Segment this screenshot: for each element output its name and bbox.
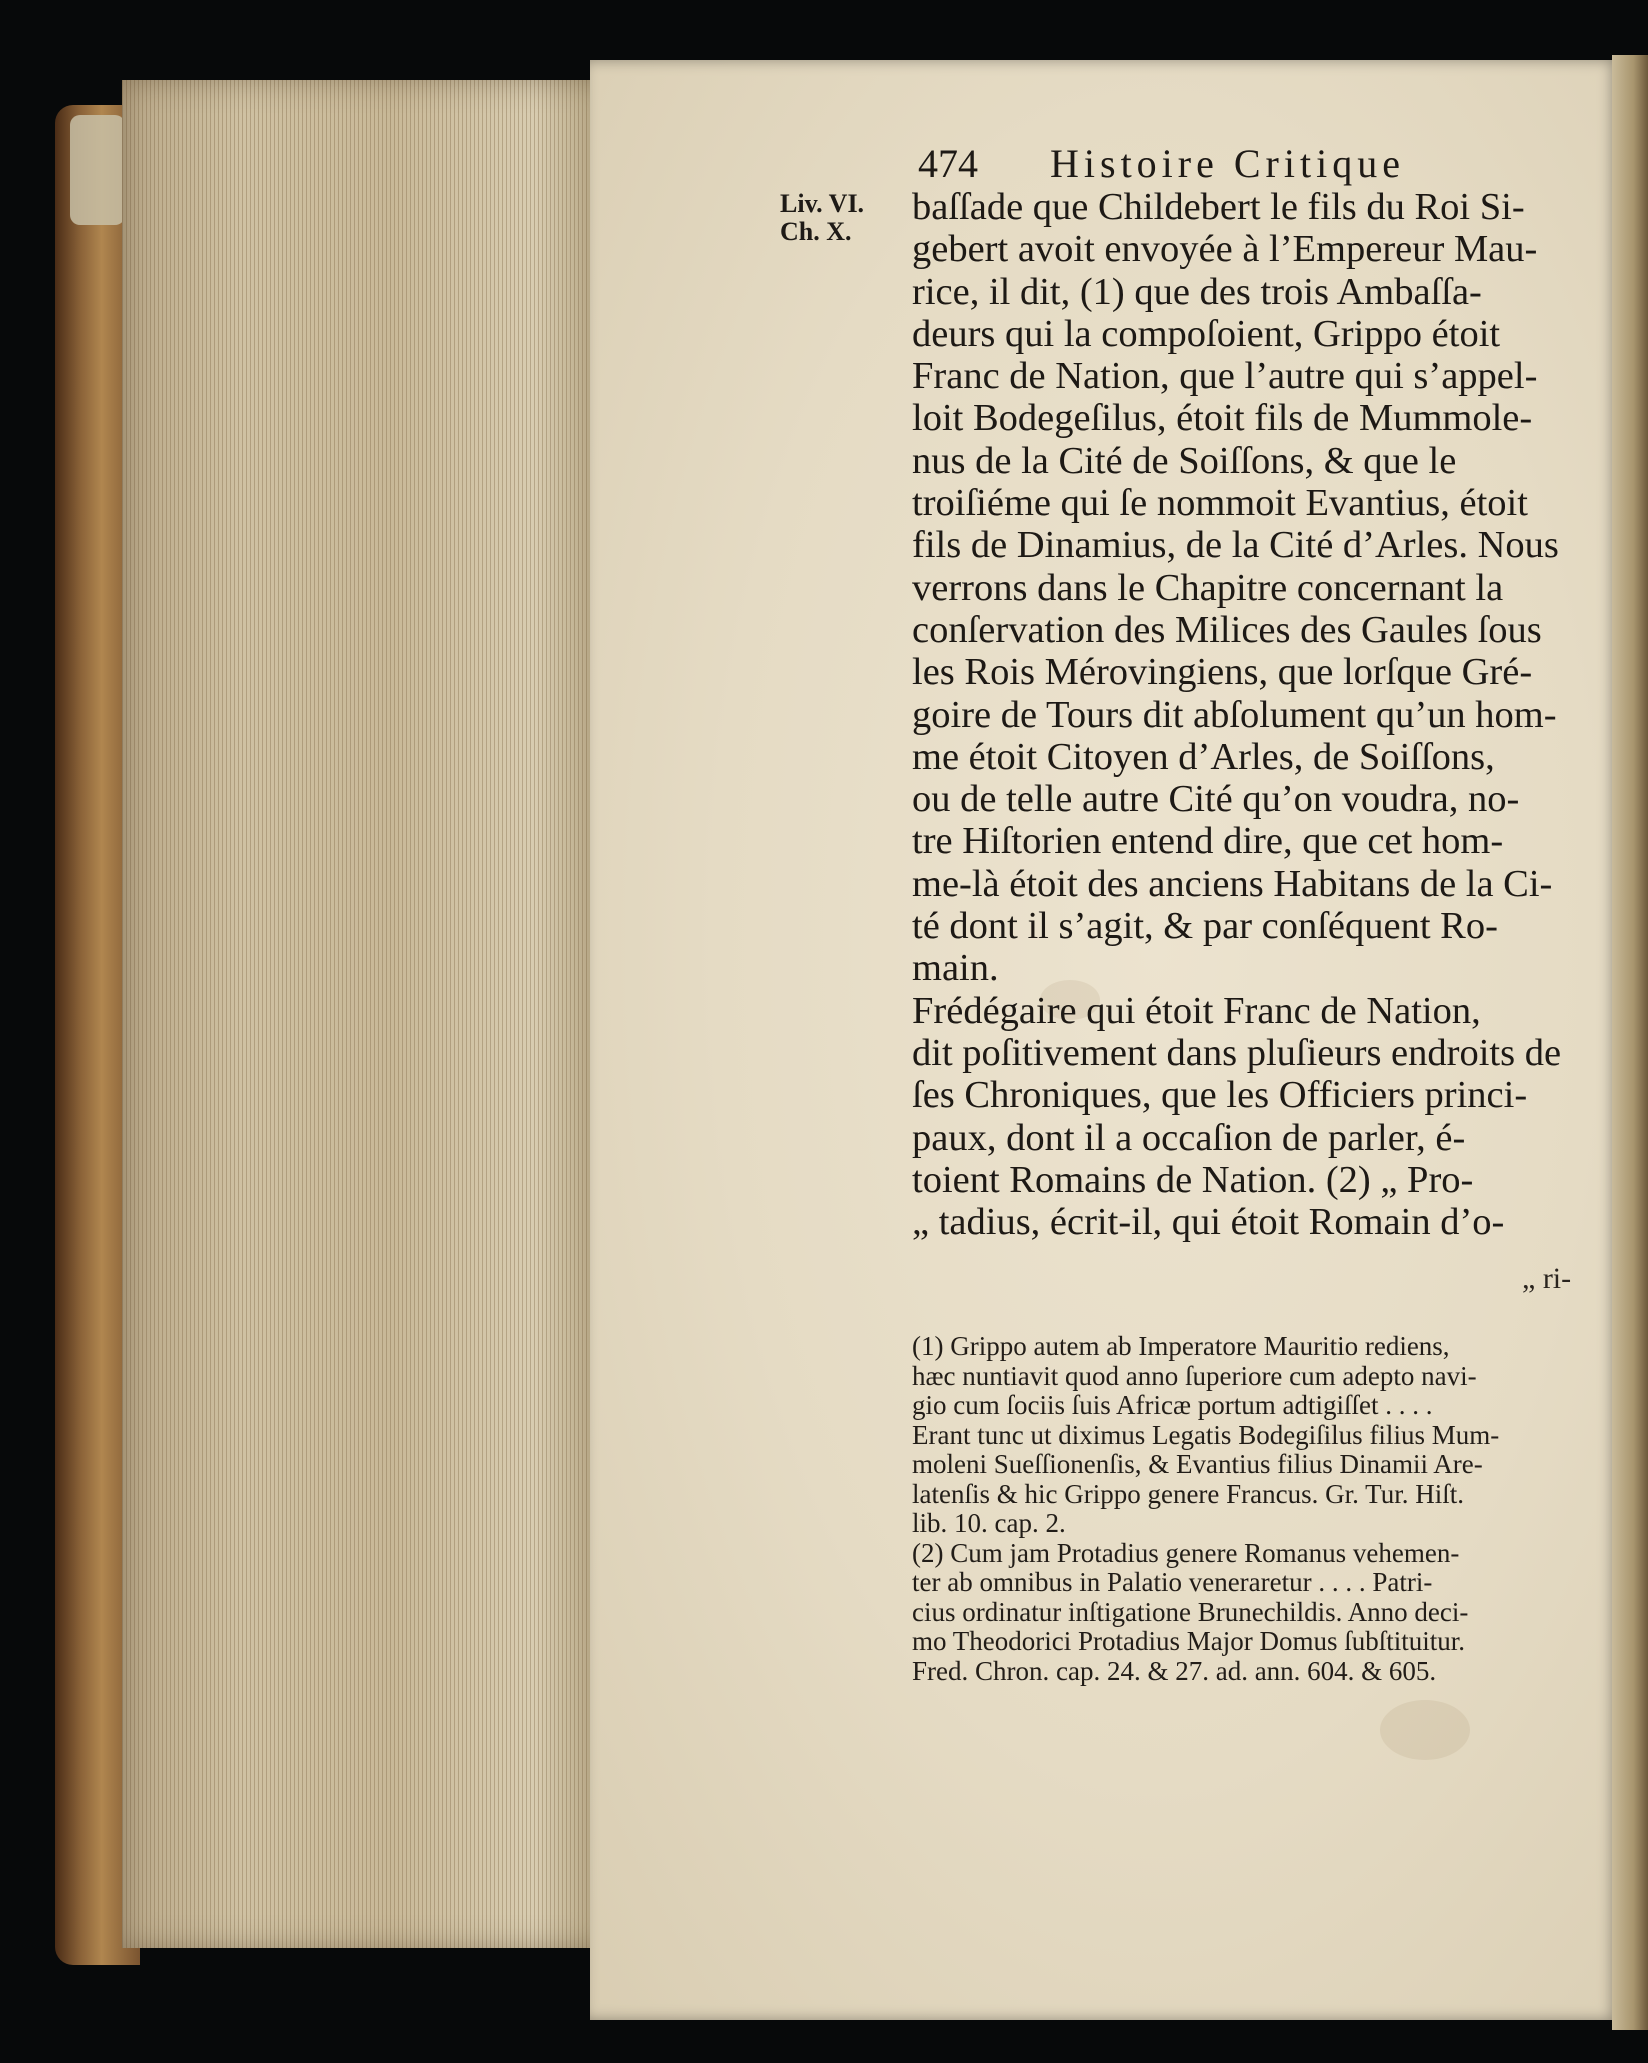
body-line: toient Romains de Nation. (2) „ Pro-: [912, 1158, 1474, 1201]
body-line: troiſiéme qui ſe nommoit Evantius, étoit: [912, 482, 1528, 525]
page-number: 474: [918, 141, 978, 186]
body-line: dit poſitivement dans pluſieurs endroits de: [912, 1031, 1562, 1074]
margin-note: [780, 190, 900, 246]
body-line: ſes Chroniques, que les Officiers princi-: [912, 1074, 1528, 1117]
body-line: baſſade que Childebert le fils du Roi Si-: [912, 186, 1525, 228]
catchword: „ ri-: [1522, 1262, 1572, 1295]
footnote-line: cius ordinatur inſtigatione Brunechildis. Anno deci-: [912, 1596, 1469, 1627]
body-line: tre Hiſtorien entend dire, que cet hom-: [912, 820, 1504, 863]
body-line: Frédégaire qui étoit Franc de Nation,: [912, 989, 1481, 1032]
body-line: paux, dont il a occaſion de parler, é-: [912, 1116, 1466, 1159]
footnote-line: (1) Grippo autem ab Imperatore Mauritio rediens,: [912, 1331, 1450, 1361]
right-page-edge: [1612, 55, 1648, 2030]
footnote-line: hæc nuntiavit quod anno ſuperiore cum adepto navi-: [912, 1360, 1477, 1391]
margin-note-book: Liv. VI.: [780, 189, 865, 218]
footnote-line: mo Theodorici Protadius Major Domus ſubſtituitur.: [912, 1626, 1465, 1656]
body-line: conſervation des Milices des Gaules ſous: [912, 608, 1542, 651]
body-line: té dont il s’agit, & par conſéquent Ro-: [912, 905, 1498, 948]
body-line: gebert avoit envoyée à l’Empereur Mau-: [912, 228, 1538, 271]
body-line: rice, il dit, (1) que des trois Ambaſſa-: [912, 270, 1482, 313]
body-line: Franc de Nation, que l’autre qui s’appel-: [912, 355, 1538, 398]
footnotes: [912, 1332, 1602, 1686]
footnote-line: gio cum ſociis ſuis Africæ portum adtigiſſet . . . .: [912, 1390, 1433, 1420]
cover-paper-patch: [70, 115, 125, 225]
page-edges-stack: [122, 80, 607, 1948]
footnote-line: lib. 10. cap. 2.: [912, 1508, 1066, 1538]
body-line: me étoit Citoyen d’Arles, de Soiſſons,: [912, 735, 1495, 778]
footnote-line: latenſis & hic Grippo genere Francus. Gr. Tur. Hiſt.: [912, 1478, 1464, 1509]
body-line: fils de Dinamius, de la Cité d’Arles. Nous: [912, 524, 1559, 567]
body-line: „ tadius, écrit-il, qui étoit Romain d’o-: [912, 1201, 1505, 1244]
margin-note-chapter: Ch. X.: [780, 217, 852, 246]
footnote-line: (2) Cum jam Protadius genere Romanus vehemen-: [912, 1537, 1460, 1568]
body-text: [912, 186, 1602, 1243]
footnote-line: ter ab omnibus in Palatio veneraretur . . . . Patri-: [912, 1567, 1433, 1597]
body-line: main.: [912, 947, 999, 990]
footnote-line: moleni Sueſſionenſis, & Evantius filius Dinamii Are-: [912, 1449, 1483, 1479]
body-line: ou de telle autre Cité qu’on voudra, no-: [912, 778, 1520, 821]
body-line: verrons dans le Chapitre concernant la: [912, 566, 1504, 609]
body-line: me-là étoit des anciens Habitans de la Ci-: [912, 862, 1553, 905]
body-line: loit Bodegeſilus, étoit fils de Mummole-: [912, 397, 1533, 440]
running-title: Histoire Critique: [1050, 141, 1405, 186]
body-line: les Rois Mérovingiens, que lorſque Gré-: [912, 651, 1533, 694]
body-line: goire de Tours dit abſolument qu’un hom-: [912, 693, 1557, 736]
paper-stain: [1380, 1700, 1470, 1760]
body-line: nus de la Cité de Soiſſons, & que le: [912, 439, 1457, 482]
body-line: deurs qui la compoſoient, Grippo étoit: [912, 312, 1501, 355]
footnote-line: Fred. Chron. cap. 24. & 27. ad. ann. 604. & 605.: [912, 1655, 1437, 1686]
footnote-line: Erant tunc ut diximus Legatis Bodegiſilus filius Mum-: [912, 1419, 1500, 1450]
